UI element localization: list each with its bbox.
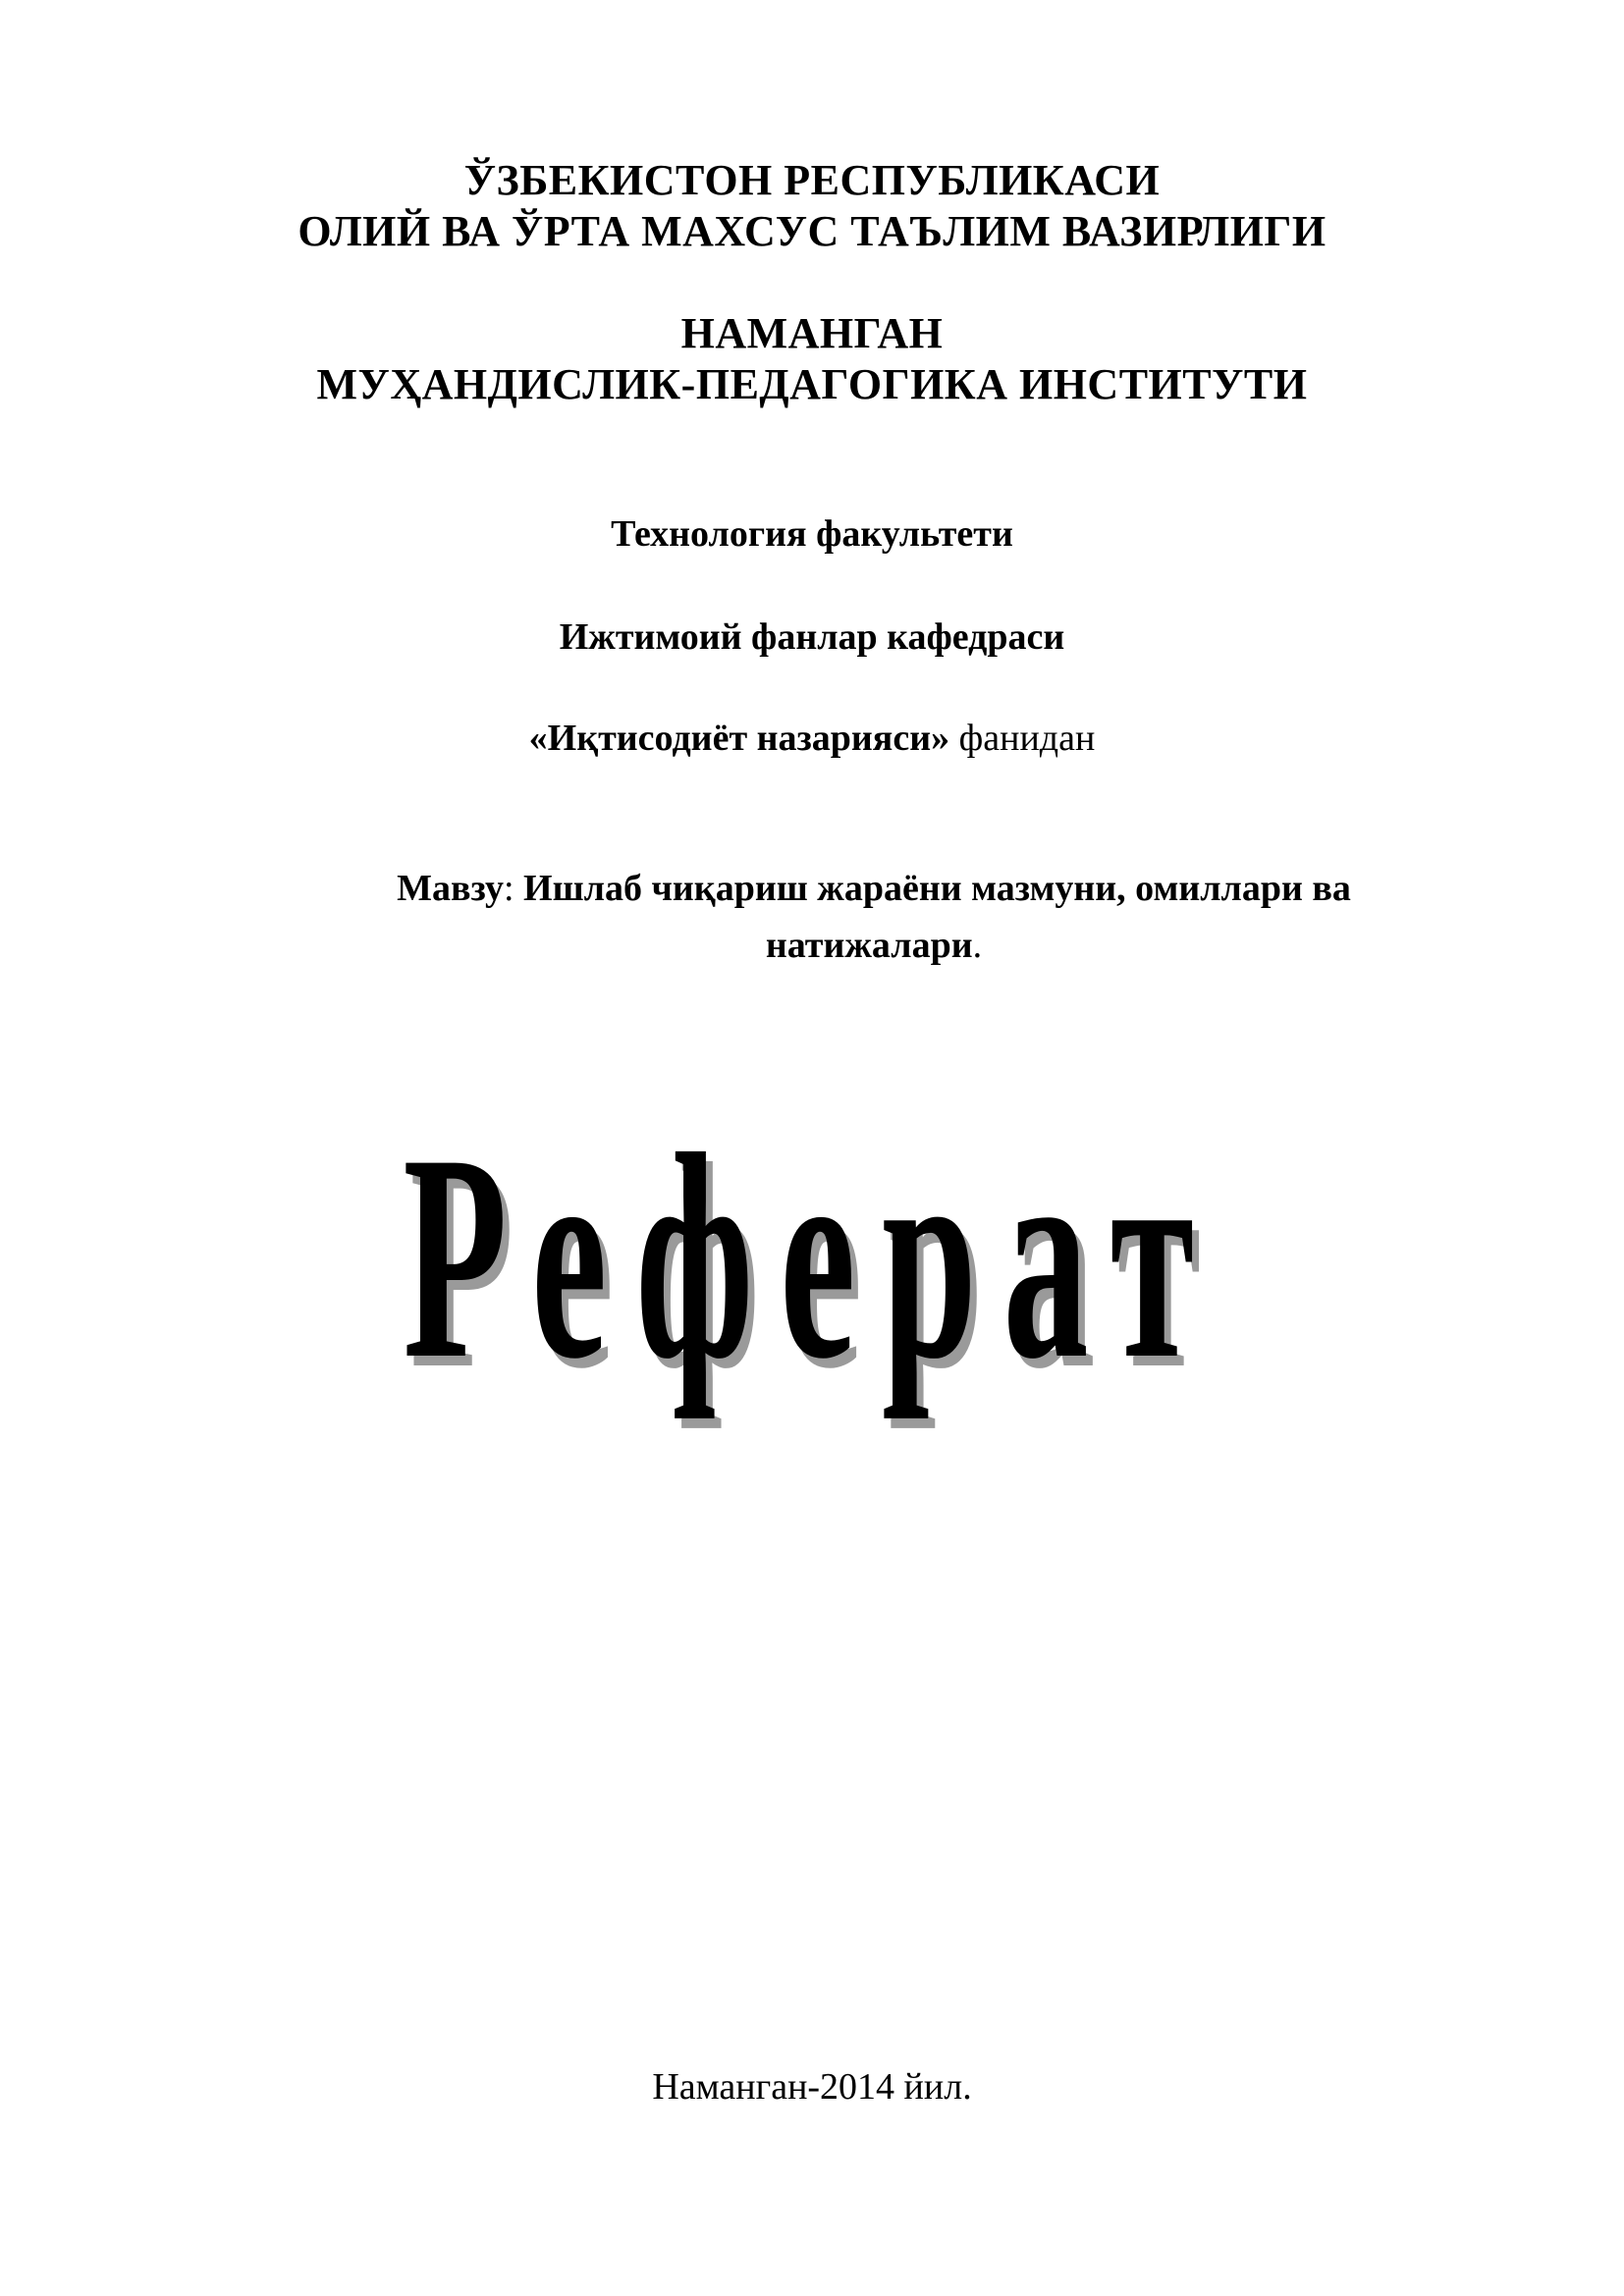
subject-suffix: фанидан	[958, 718, 1096, 759]
header-city: НАМАНГАН	[680, 309, 944, 357]
header-institute-block	[0, 308, 1624, 410]
topic-end: .	[972, 925, 983, 966]
footer-city-year: Наманган-2014 йил.	[652, 2066, 972, 2108]
header-ministry-block	[0, 155, 1624, 257]
topic-label: Мавзу	[397, 868, 504, 909]
document-title: Реферат	[403, 1094, 1221, 1419]
subject-name: «Иқтисодиёт назарияси»	[528, 718, 950, 759]
header-country: ЎЗБЕКИСТОН РЕСПУБЛИКАСИ	[463, 156, 1161, 204]
faculty-name: Технология факультети	[611, 513, 1013, 555]
header-ministry: ОЛИЙ ВА ЎРТА МАХСУС ТАЪЛИМ ВАЗИРЛИГИ	[298, 207, 1326, 255]
topic-paragraph	[295, 860, 1453, 974]
header-institute: МУҲАНДИСЛИК-ПЕДАГОГИКА ИНСТИТУТИ	[316, 360, 1308, 408]
topic-text: Ишлаб чиқариш жараёни мазмуни, омиллари ва натижалари	[523, 868, 1351, 966]
subject-line	[0, 717, 1624, 760]
topic-separator: :	[503, 868, 514, 909]
department-name: Ижтимоий фанлар кафедраси	[559, 616, 1065, 658]
title-container	[0, 1060, 1624, 1531]
